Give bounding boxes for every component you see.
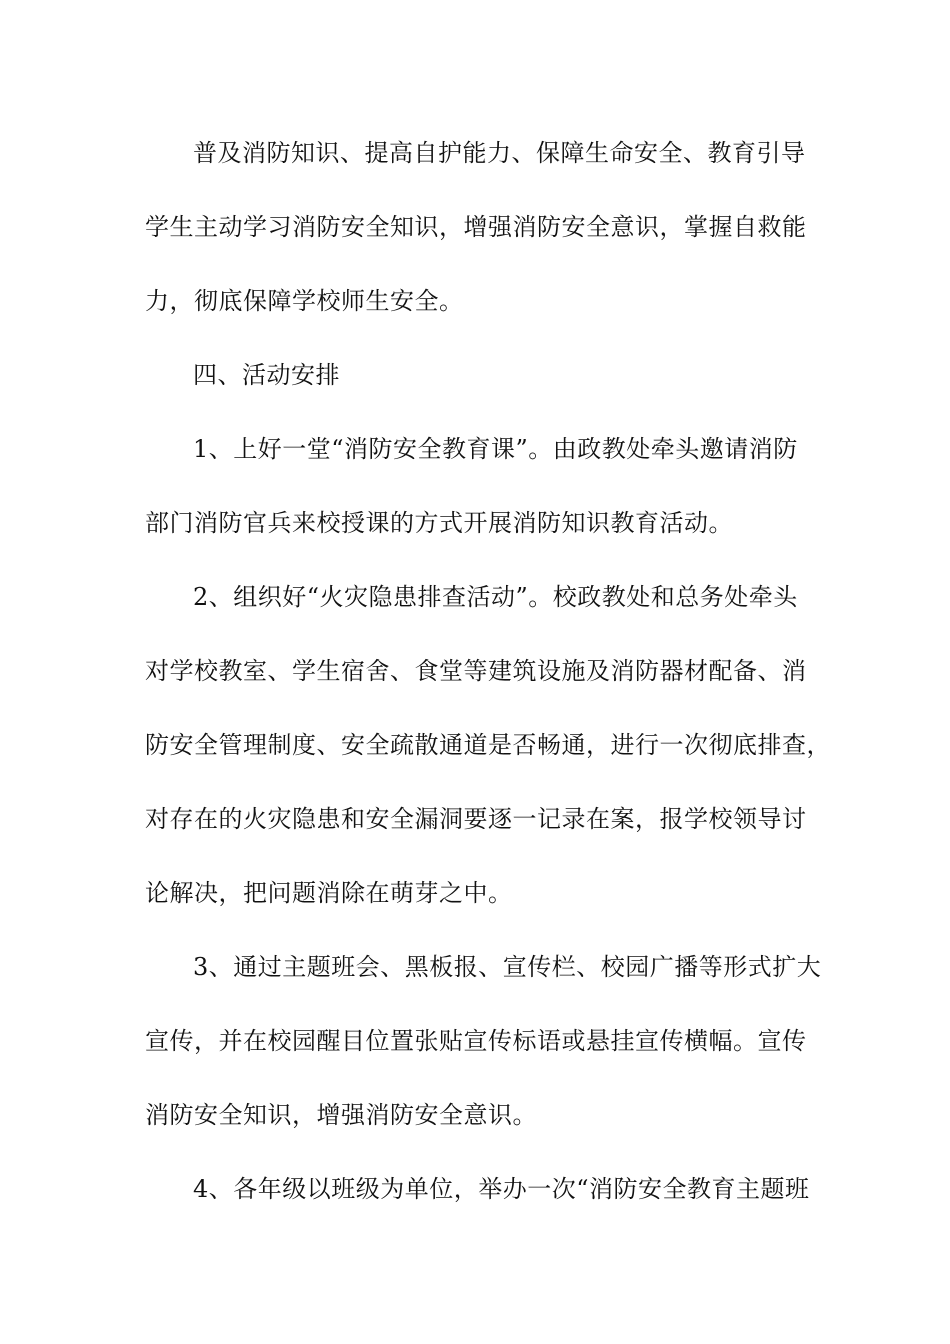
paragraph-line: 力，彻底保障学校师生安全。 — [145, 287, 464, 315]
paragraph-line: 2、组织好“火灾隐患排查活动”。校政教处和总务处牵头 — [193, 583, 798, 611]
paragraph-line: 消防安全知识，增强消防安全意识。 — [145, 1101, 537, 1129]
paragraph-line: 4、各年级以班级为单位，举办一次“消防安全教育主题班 — [193, 1175, 810, 1203]
paragraph-line: 宣传，并在校园醒目位置张贴宣传标语或悬挂宣传横幅。宣传 — [145, 1027, 807, 1055]
paragraph-line: 对存在的火灾隐患和安全漏洞要逐一记录在案，报学校领导讨 — [145, 805, 807, 833]
paragraph-line: 普及消防知识、提高自护能力、保障生命安全、教育引导 — [193, 139, 806, 167]
paragraph-line: 对学校教室、学生宿舍、食堂等建筑设施及消防器材配备、消 — [145, 657, 807, 685]
paragraph-line: 3、通过主题班会、黑板报、宣传栏、校园广播等形式扩大 — [193, 953, 822, 981]
paragraph-line: 1、上好一堂“消防安全教育课”。由政教处牵头邀请消防 — [193, 435, 798, 463]
paragraph-line: 学生主动学习消防安全知识，增强消防安全意识，掌握自救能 — [145, 213, 807, 241]
section-heading: 四、活动安排 — [193, 361, 340, 389]
paragraph-line: 部门消防官兵来校授课的方式开展消防知识教育活动。 — [145, 509, 733, 537]
paragraph-line: 防安全管理制度、安全疏散通道是否畅通，进行一次彻底排查， — [145, 731, 831, 759]
paragraph-line: 论解决，把问题消除在萌芽之中。 — [145, 879, 513, 907]
